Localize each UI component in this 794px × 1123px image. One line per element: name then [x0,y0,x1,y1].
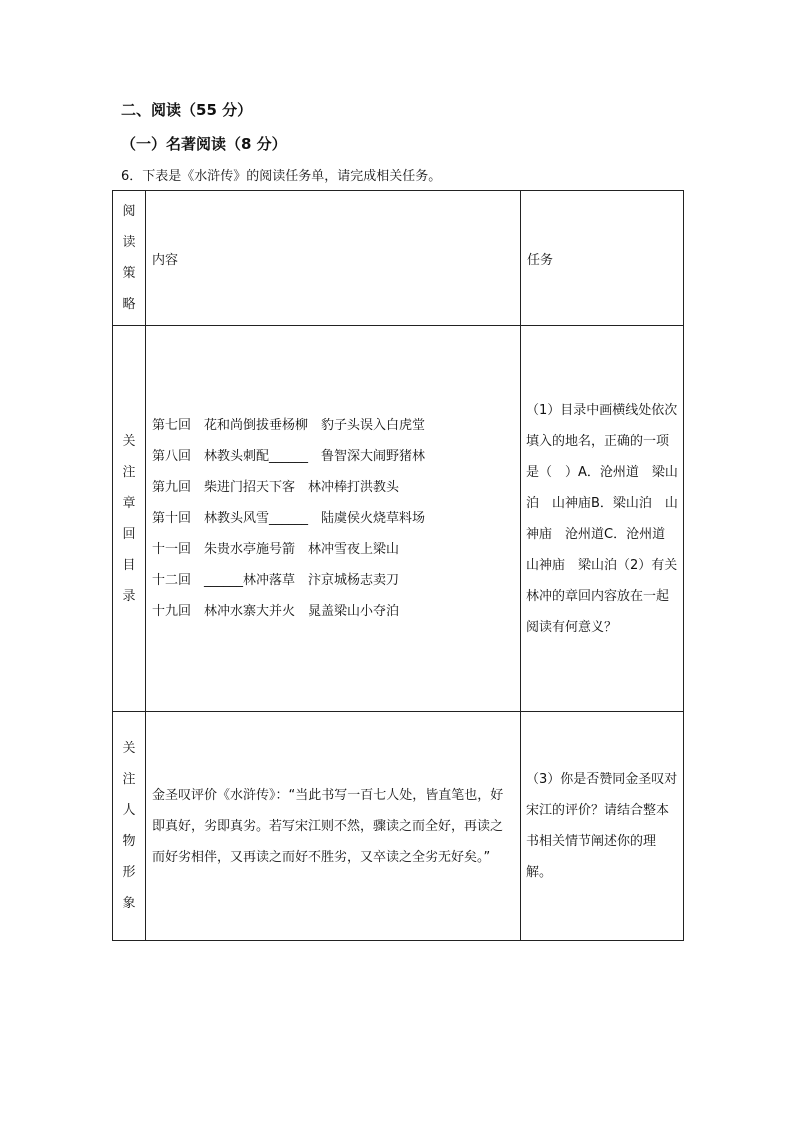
row1-strategy-cell [113,326,146,712]
chapter-item: 第十回 林教头风雪______ 陆虞侯火烧草料场 [152,511,426,526]
table-header-row [113,191,684,326]
subsection-title: （一）名著阅读（8 分） [121,135,287,153]
jin-shengtan-quote: 金圣叹评价《水浒传》：“当此书写一百七人处，皆直笔也，好即真好，劣即真劣。若写宋江则不然，骤读之而全好，再读之而好劣相伴，又再读之而好不胜劣，又卒读之全劣无好矣。” [152,787,504,865]
row1-strategy: 关注章回目录 [122,433,136,604]
chapter-item: 第七回 花和尚倒拔垂杨柳 豹子头误入白虎堂 [152,418,426,433]
question-intro: 6．下表是《水浒传》的阅读任务单，请完成相关任务。 [121,169,442,184]
row2-task-cell [521,712,684,941]
row2-task: （3）你是否赞同金圣叹对宋江的评价？请结合整本书相关情节阐述你的理解。 [526,772,678,880]
header-content-cell [146,191,521,326]
header-task: 任务 [527,252,554,268]
chapter-item: 第九回 柴进门招天下客 林冲棒打洪教头 [152,480,400,495]
row2-strategy: 关注人物形象 [122,741,136,911]
reading-task-table [112,190,684,941]
chapter-item: 十一回 朱贵水亭施号箭 林冲雪夜上梁山 [152,542,400,557]
row2-strategy-cell [113,712,146,941]
table-row [113,712,684,941]
chapter-item: 第八回 林教头刺配______ 鲁智深大闹野猪林 [152,449,426,464]
chapter-item: 十二回 ______林冲落草 汴京城杨志卖刀 [152,573,400,588]
table-row [113,326,684,712]
row2-content-cell [146,712,521,941]
row1-task-cell [521,326,684,712]
header-strategy: 阅读策略 [122,204,136,312]
header-task-cell [521,191,684,326]
row1-task: （1）目录中画横线处依次填入的地名，正确的一项是（ ）A．沧州道 梁山泊 山神庙B．梁山泊 山神庙 沧州道C．沧州道 山神庙 梁山泊（2）有关林冲的章回内容放在一起阅读有何意义？ [526,402,679,635]
header-strategy-cell [113,191,146,326]
section-title: 二、阅读（55 分） [121,101,253,119]
header-content: 内容 [152,252,179,268]
chapter-item: 十九回 林冲水寨大并火 晁盖梁山小夺泊 [152,604,400,619]
chapter-list [146,326,521,712]
